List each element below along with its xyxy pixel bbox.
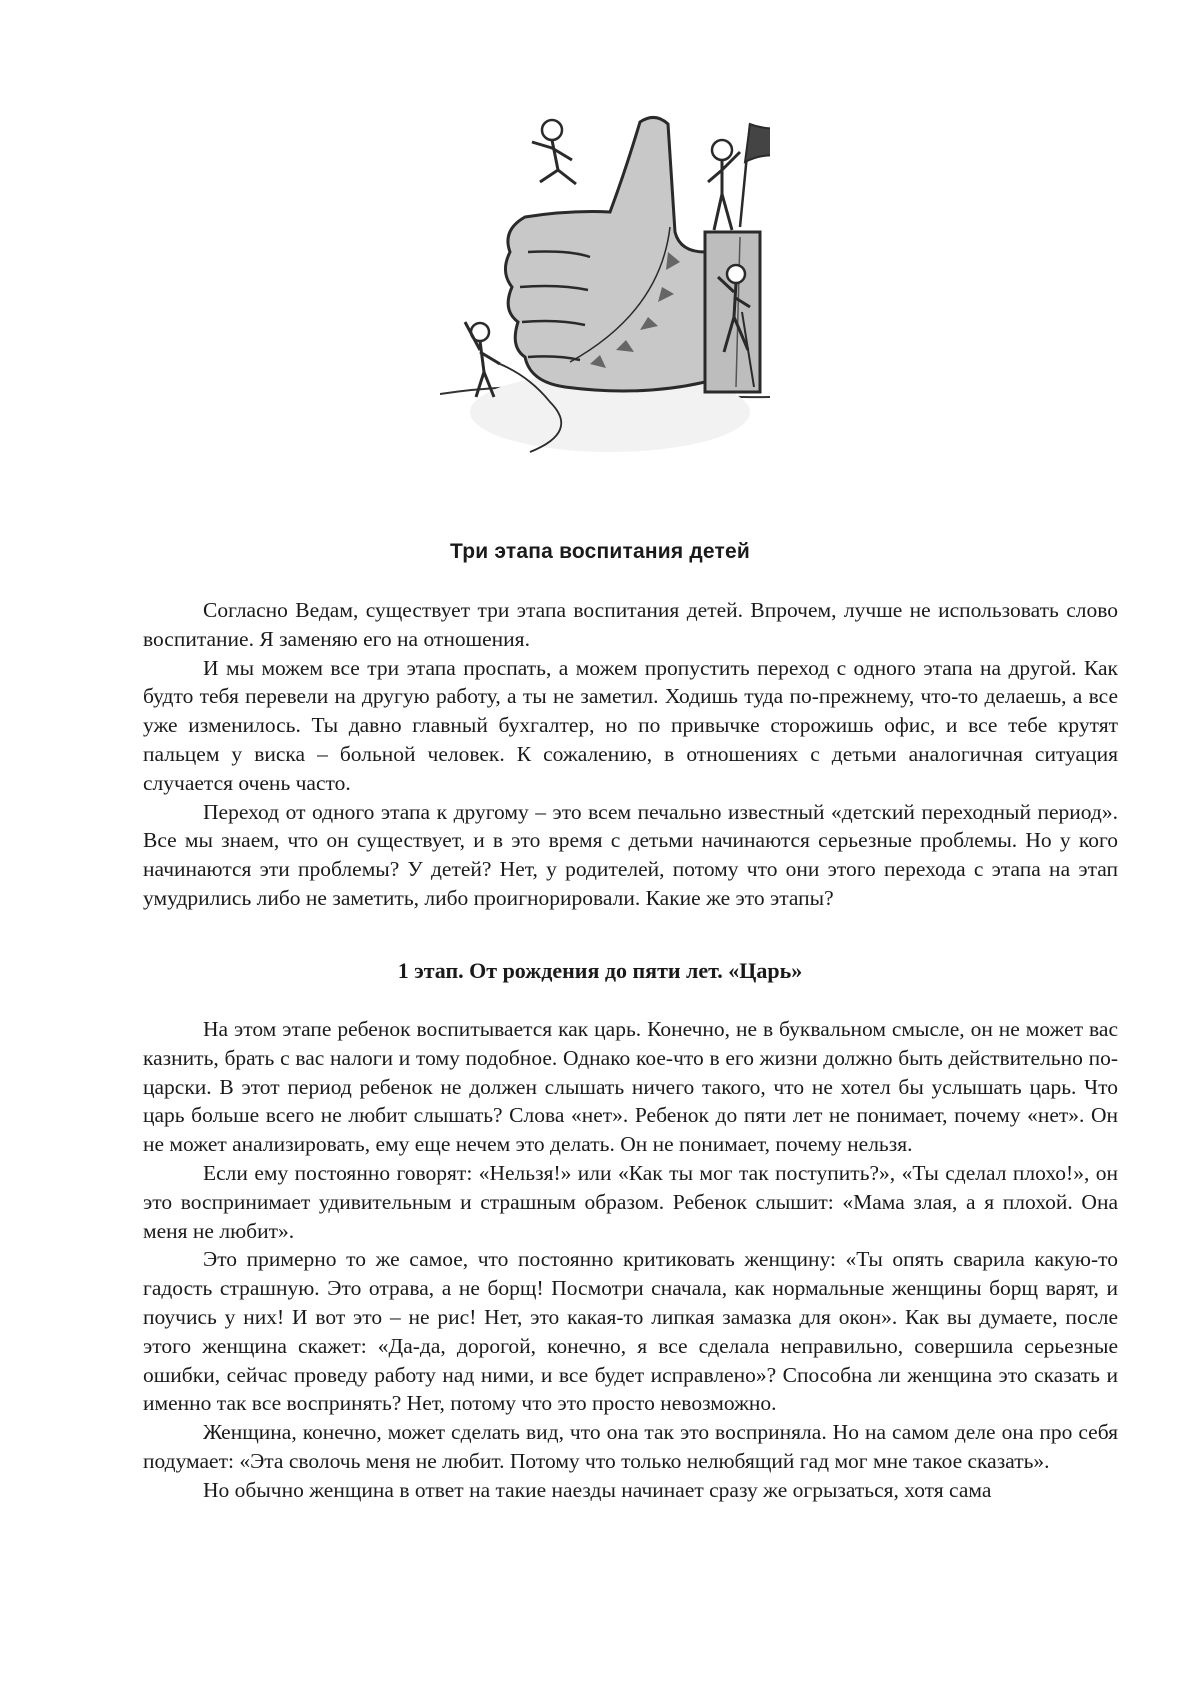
page-title: Три этапа воспитания детей <box>450 540 750 563</box>
paragraph: На этом этапе ребенок воспитывается как царь. Конечно, не в буквальном смысле, он не может вас казнить, брать с вас налоги и тому подобное. Однако кое-что в его жизни должно быть действительно по-царски. В этот период ребенок не должен слышать ничего такого, что не хотел бы услышать царь. Что царь больше всего не любит слышать? Слова «нет». Ребенок до пяти лет не понимает, почему «нет». Он не может анализировать, ему еще нечем это делать. Он не понимает, почему нельзя. <box>143 1017 1118 1157</box>
section-heading: 1 этап. От рождения до пяти лет. «Царь» <box>397 958 803 983</box>
paragraph: Переход от одного этапа к другому – это всем печально известный «детский переходный период». Все мы знаем, что он существует, и в это время с детьми начинаются серьезные проблемы. Но у кого начинаются эти проблемы? У детей? Нет, у родителей, потому что они этого перехода с этапа на этап умудрились либо не заметить, либо проигнорировали. Какие же это этапы? <box>143 799 1118 910</box>
paragraph: Женщина, конечно, может сделать вид, что она так это восприняла. Но на самом деле она про себя подумает: «Эта сволочь меня не любит. Потому что только нелюбящий гад мог мне такое сказать». <box>143 1420 1118 1473</box>
section-text <box>143 1015 1118 1505</box>
paragraph: И мы можем все три этапа проспать, а можем пропустить переход с одного этапа на другой. Как будто тебя перевели на другую работу, а ты не заметил. Ходишь туда по-прежнему, что-то делаешь, а все уже изменилось. Ты давно главный бухгалтер, но по привычке сторожишь офис, и все тебе крутят пальцем у виска – больной человек. К сожалению, в отношениях с детьми аналогичная ситуация случается очень часто. <box>143 655 1118 795</box>
paragraph: Это примерно то же самое, что постоянно критиковать женщину: «Ты опять сварила какую-то гадость страшную. Это отрава, а не борщ! Посмотри сначала, как нормальные женщины борщ варят, и поучись у них! И вот это – не рис! Нет, это какая-то липкая замазка для окон». Как вы думаете, после этого женщина скажет: «Да-да, дорогой, конечно, я все сделала неправильно, совершила серьезные ошибки, сейчас проведу работу над ними, и все будет исправлено»? Способна ли женщина это сказать и именно так все воспринять? Нет, потому что это просто невозможно. <box>143 1247 1118 1416</box>
paragraph: Но обычно женщина в ответ на такие наезды начинает сразу же огрызаться, хотя сама <box>203 1477 992 1502</box>
paragraph: Если ему постоянно говорят: «Нельзя!» или «Как ты мог так поступить?», «Ты сделал плохо!», он это воспринимает удивительным и страшным образом. Ребенок слышит: «Мама злая, а я плохой. Она меня не любит». <box>143 1160 1118 1243</box>
paragraph: Согласно Ведам, существует три этапа воспитания детей. Впрочем, лучше не использовать слово воспитание. Я заменяю его на отношения. <box>143 598 1118 651</box>
intro-text <box>143 596 1118 913</box>
thumbs-up-illustration <box>440 112 770 482</box>
